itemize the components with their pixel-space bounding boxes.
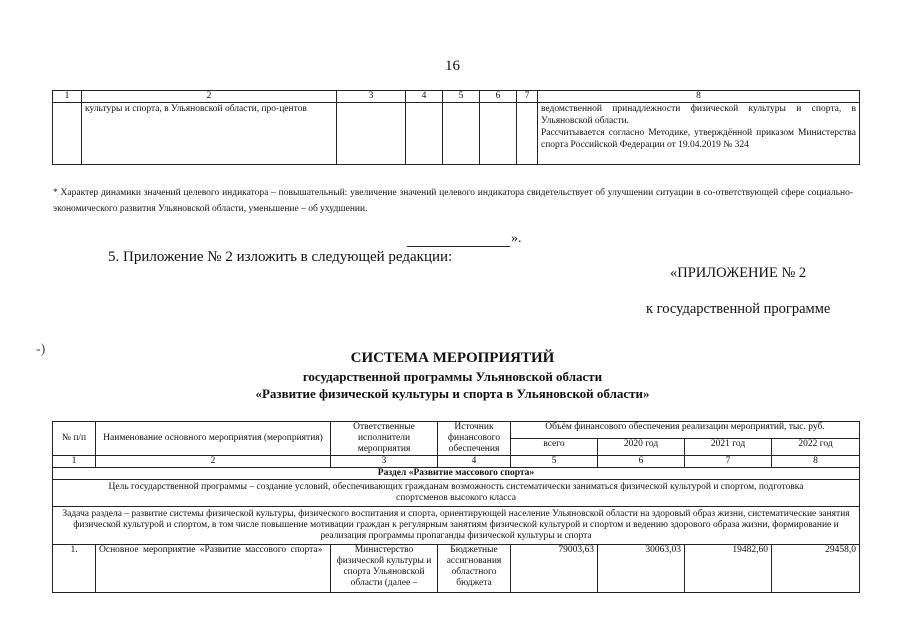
col-number: 7 [685,456,772,468]
table-row [53,545,860,593]
indicator-table [52,90,860,165]
table-cell [406,103,443,165]
responsible-executor: Министерство физической культуры и спорта Ульяновской области (далее – [331,545,438,593]
method-cell [538,103,860,165]
margin-mark: -) [36,342,46,357]
doc-title-line2: государственной программы Ульяновской области [302,369,603,384]
col-header: 7 [517,91,538,103]
col-header-name: Наименование основного мероприятия (мероприятия) [96,422,331,456]
col-number: 4 [438,456,511,468]
col-number: 5 [511,456,598,468]
col-header-volume: Объём финансового обеспечения реализации мероприятий, тыс. руб. [511,422,860,439]
col-header-total: всего [511,439,598,456]
value-2020: 30063,03 [598,545,685,593]
value-2021: 19482,60 [685,545,772,593]
method-line: ведомственной принадлежности физической культуры и спорта, в Ульяновской области. [541,104,856,126]
col-header: 3 [337,91,406,103]
col-header-2022: 2022 год [772,439,860,456]
col-header: 8 [538,91,860,103]
indicator-name-cell: культуры и спорта, в Ульяновской области, про-центов [82,103,337,165]
measures-table [52,421,860,593]
table-row [53,103,860,165]
table-header-row [53,422,860,439]
method-line: Рассчитывается согласно Методике, утверждённой приказом Министерства спорта Российской Федерации от 19.04.2019 № 324 [541,128,856,150]
section-task: Задача раздела – развитие системы физической культуры, физического воспитания и спорта, ориентирующей население Ульяновской области на здоровый образ жизни, систематические занятия физической культурой и спортом, в том числе повышение мотивации граждан к регулярным занятиям физической культурой и спортом и ведению здорового образа жизни, формирование и реализация программы пропаганды физической культуры и спорта [53,507,860,545]
col-header: 2 [82,91,337,103]
goal-row [53,480,860,507]
col-number: 2 [96,456,331,468]
table-header-row [53,91,860,103]
value-2022: 29458,0 [772,545,860,593]
appendix-subtitle: к государственной программе [646,301,831,317]
col-number: 8 [772,456,860,468]
appendix-label: «ПРИЛОЖЕНИЕ № 2 [670,265,807,281]
item-5-text: 5. Приложение № 2 изложить в следующей редакции: [108,249,453,265]
col-number: 3 [331,456,438,468]
col-number: 1 [53,456,96,468]
col-header: 5 [443,91,480,103]
col-header: 1 [53,91,82,103]
total-value: 79003,63 [511,545,598,593]
col-number: 6 [598,456,685,468]
table-cell [337,103,406,165]
column-number-row [53,456,860,468]
blank-line [407,236,510,247]
measure-name: Основное мероприятие «Развитие массового спорта» [96,545,331,593]
row-number: 1. [53,545,96,593]
funding-source: Бюджетные ассигнования областного бюджета [438,545,511,593]
table-cell [443,103,480,165]
section-row [53,468,860,480]
doc-title-line3: «Развитие физической культуры и спорта в Ульяновской области» [255,386,650,401]
table-cell [517,103,538,165]
table-cell [480,103,517,165]
table-cell [53,103,82,165]
task-row [53,507,860,545]
col-header-source: Источник финансового обеспечения [438,422,511,456]
col-header-resp: Ответственные исполнители мероприятия [331,422,438,456]
col-header-2021: 2021 год [685,439,772,456]
program-goal: Цель государственной программы – создание условий, обеспечивающих гражданам возможность систематически заниматься физической культурой и спортом, подготовка спортсменов высокого класса [53,480,860,507]
col-header-2020: 2020 год [598,439,685,456]
closing-mark: ». [511,231,522,246]
col-header-num: № п/п [53,422,96,456]
col-header: 6 [480,91,517,103]
doc-title-line1: СИСТЕМА МЕРОПРИЯТИЙ [350,350,555,366]
footnote: * Характер динамики значений целевого индикатора – повышательный: увеличение значений целевого индикатора свидетельствует об улучшении ситуации в со-ответствующей сфере социально-экономического развития Ульяновской области, уменьшение – об ухудшении. [53,188,853,214]
section-title: Раздел «Развитие массового спорта» [53,468,860,480]
col-header: 4 [406,91,443,103]
page-number: 16 [445,58,460,74]
